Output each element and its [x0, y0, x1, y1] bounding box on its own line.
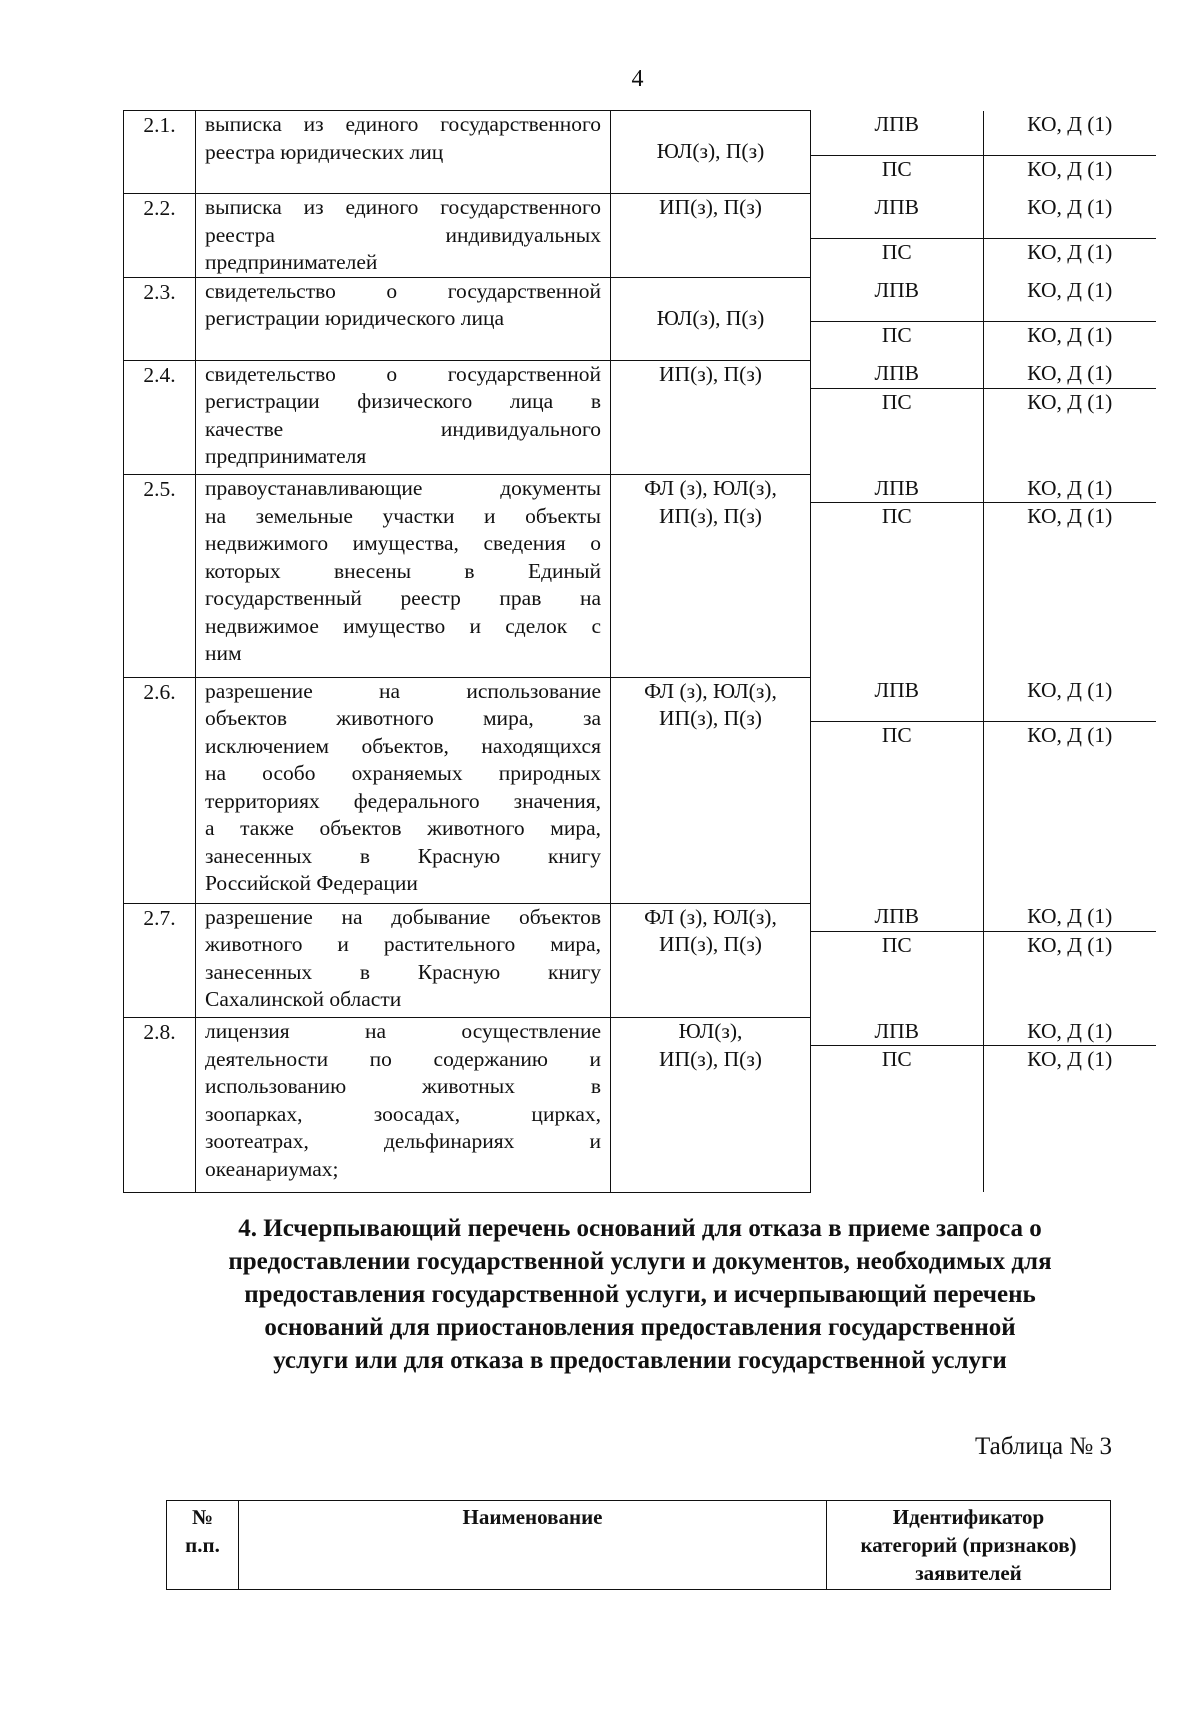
- submission-method: ПС: [811, 322, 983, 361]
- table-row: [124, 1018, 1156, 1193]
- submission-way-row: [811, 360, 1156, 388]
- document-name-line: на особо охраняемых природных: [205, 761, 601, 785]
- document-name-line: зоопарках, зоосадах, цирках,: [205, 1101, 601, 1126]
- applicant-categories-line: ЮЛ(з), П(з): [656, 305, 765, 330]
- document-name-line: свидетельство о государственной: [205, 361, 601, 386]
- submission-ways: [811, 677, 1156, 903]
- document-name-line: качестве индивидуального: [205, 416, 601, 441]
- submission-format: КО, Д (1): [983, 503, 1156, 678]
- submission-way-row: [811, 722, 1156, 904]
- row-number: 2.8.: [124, 1018, 196, 1193]
- submission-way-row: [811, 903, 1156, 931]
- applicant-categories-line: ФЛ (з), ЮЛ(з),: [644, 904, 777, 929]
- document-name: [196, 360, 611, 475]
- submission-ways: [811, 903, 1156, 1018]
- applicant-categories-line: ЮЛ(з), П(з): [656, 139, 765, 164]
- applicant-categories: [611, 903, 811, 1018]
- heading-line: предоставлении государственной услуги и документов, необходимых для: [228, 1248, 1052, 1275]
- page-number: 4: [631, 66, 644, 92]
- row-number: 2.1.: [124, 111, 196, 194]
- document-name-line: деятельности по содержанию и: [205, 1046, 601, 1071]
- submission-method: ПС: [811, 503, 983, 678]
- document-name: [196, 111, 611, 194]
- document-name-line: использованию животных в: [205, 1074, 601, 1098]
- applicant-categories-line: ИП(з), П(з): [659, 932, 762, 956]
- submission-format: КО, Д (1): [1027, 904, 1113, 928]
- row-number: 2.4.: [124, 360, 196, 475]
- document-name-line: разрешение на добывание объектов: [205, 904, 601, 929]
- heading-line: предоставления государственной услуги, и исчерпывающий перечень: [244, 1281, 1036, 1308]
- document-name-line: государственный реестр прав на: [205, 586, 601, 610]
- submission-format: КО, Д (1): [983, 1046, 1156, 1193]
- documents-table: [123, 110, 1156, 1193]
- document-name-line: животного и растительного мира,: [205, 932, 601, 956]
- document-name-line: выписка из единого государственного: [205, 112, 601, 136]
- applicant-categories: [611, 111, 811, 194]
- submission-way-row: [811, 238, 1156, 277]
- submission-format: КО, Д (1): [1027, 111, 1113, 136]
- submission-way-row: [811, 475, 1156, 503]
- document-name-line: исключением объектов, находящихся: [205, 733, 601, 758]
- table-row: [124, 475, 1156, 678]
- document-name: [196, 1018, 611, 1193]
- table-row: [124, 360, 1156, 475]
- applicant-categories-line: ЮЛ(з),: [678, 1019, 743, 1043]
- row-number: 2.7.: [124, 903, 196, 1018]
- applicant-categories-line: ФЛ (з), ЮЛ(з),: [644, 476, 777, 500]
- table-row: [124, 194, 1156, 278]
- document-name-line: лицензия на осуществление: [205, 1019, 601, 1043]
- submission-method: ПС: [811, 931, 983, 1018]
- submission-method: ЛПВ: [811, 475, 983, 503]
- row-number: 2.5.: [124, 475, 196, 678]
- submission-way-row: [811, 1018, 1156, 1046]
- document-name: [196, 677, 611, 903]
- document-name-line: на земельные участки и объекты: [205, 503, 601, 528]
- document-name-line: Российской Федерации: [205, 871, 418, 895]
- applicant-categories-line: ИП(з), П(з): [659, 195, 762, 219]
- submission-method: ПС: [811, 155, 983, 194]
- document-name: [196, 277, 611, 360]
- table-row: [124, 277, 1156, 360]
- table-row: [124, 677, 1156, 903]
- submission-method: ЛПВ: [811, 1018, 983, 1046]
- document-name: [196, 903, 611, 1018]
- heading-line: 4. Исчерпывающий перечень оснований для отказа в приеме запроса о: [238, 1215, 1042, 1242]
- submission-format: КО, Д (1): [983, 931, 1156, 1018]
- submission-way-row: [811, 322, 1156, 361]
- heading-line: услуги или для отказа в предоставлении государственной услуги: [273, 1347, 1007, 1374]
- row-number: 2.6.: [124, 677, 196, 903]
- document-name: [196, 194, 611, 278]
- document-name-line: предпринимателя: [205, 444, 367, 468]
- document-name-line: занесенных в Красную книгу: [205, 843, 601, 868]
- header-name: Наименование: [239, 1501, 827, 1590]
- document-name-line: океанариумах;: [205, 1156, 339, 1181]
- submission-format: КО, Д (1): [1027, 194, 1113, 219]
- document-name-line: правоустанавливающие документы: [205, 476, 601, 500]
- refusal-grounds-table: [166, 1500, 1111, 1590]
- document-name-line: предпринимателей: [205, 250, 378, 274]
- submission-format: КО, Д (1): [1027, 278, 1113, 302]
- table-row: [124, 111, 1156, 194]
- applicant-categories: [611, 475, 811, 678]
- applicant-categories: [611, 277, 811, 360]
- submission-way-row: [811, 503, 1156, 678]
- applicant-categories: [611, 1018, 811, 1193]
- document-name-line: занесенных в Красную книгу: [205, 959, 601, 984]
- submission-way-row: [811, 277, 1156, 322]
- document-name-line: а также объектов животного мира,: [205, 816, 601, 840]
- submission-ways: [811, 1018, 1156, 1193]
- document-name-line: выписка из единого государственного: [205, 195, 601, 219]
- submission-format: КО, Д (1): [983, 722, 1156, 904]
- submission-way-row: [811, 677, 1156, 722]
- applicant-categories-line: ИП(з), П(з): [659, 706, 762, 730]
- submission-format: КО, Д (1): [1027, 678, 1113, 702]
- document-name-line: недвижимого имущества, сведения о: [205, 531, 601, 555]
- submission-ways: [811, 475, 1156, 678]
- submission-method: ЛПВ: [811, 903, 983, 931]
- submission-format: КО, Д (1): [983, 155, 1156, 194]
- table-row: [124, 903, 1156, 1018]
- submission-method: ПС: [811, 1046, 983, 1193]
- submission-ways: [811, 360, 1156, 475]
- applicant-categories: [611, 360, 811, 475]
- document-name-line: реестра индивидуальных: [205, 222, 601, 247]
- document-name-line: территориях федерального значения,: [205, 788, 601, 813]
- table-caption: Таблица № 3: [974, 1433, 1112, 1460]
- document-name-line: недвижимое имущество и сделок с: [205, 613, 601, 638]
- document-name: [196, 475, 611, 678]
- document-name-line: свидетельство о государственной: [205, 278, 601, 303]
- document-name-line: регистрации юридического лица: [205, 306, 504, 330]
- section-4-heading: [120, 1212, 1160, 1377]
- submission-method: ПС: [811, 238, 983, 277]
- submission-format: КО, Д (1): [1027, 475, 1113, 500]
- submission-way-row: [811, 194, 1156, 239]
- applicant-categories-line: ИП(з), П(з): [659, 361, 762, 386]
- submission-ways: [811, 277, 1156, 360]
- submission-ways: [811, 194, 1156, 278]
- submission-method: ЛПВ: [811, 111, 983, 156]
- document-name-line: разрешение на использование: [205, 678, 601, 703]
- submission-method: ЛПВ: [811, 360, 983, 388]
- submission-way-row: [811, 111, 1156, 156]
- document-name-line: ним: [205, 641, 242, 665]
- header-num: № п.п.: [167, 1501, 239, 1590]
- submission-method: ПС: [811, 722, 983, 904]
- document-name-line: Сахалинской области: [205, 987, 402, 1011]
- document-name-line: реестра юридических лиц: [205, 139, 444, 164]
- applicant-categories-line: ФЛ (з), ЮЛ(з),: [644, 678, 777, 703]
- table-header-row: [167, 1501, 1111, 1590]
- submission-way-row: [811, 388, 1156, 475]
- row-number: 2.2.: [124, 194, 196, 278]
- submission-ways: [811, 111, 1156, 194]
- document-name-line: объектов животного мира, за: [205, 706, 601, 730]
- document-name-line: регистрации физического лица в: [205, 389, 601, 413]
- applicant-categories: [611, 677, 811, 903]
- submission-format: КО, Д (1): [983, 322, 1156, 361]
- document-name-line: которых внесены в Единый: [205, 558, 601, 583]
- submission-way-row: [811, 931, 1156, 1018]
- header-identifier: Идентификатор категорий (признаков) заявителей: [827, 1501, 1111, 1590]
- submission-method: ЛПВ: [811, 194, 983, 239]
- submission-format: КО, Д (1): [983, 388, 1156, 475]
- heading-line: оснований для приостановления предоставления государственной: [264, 1314, 1016, 1341]
- submission-method: ПС: [811, 388, 983, 475]
- submission-format: КО, Д (1): [1027, 361, 1113, 385]
- document-name-line: зоотеатрах, дельфинариях и: [205, 1129, 601, 1153]
- submission-way-row: [811, 155, 1156, 194]
- row-number: 2.3.: [124, 277, 196, 360]
- applicant-categories: [611, 194, 811, 278]
- applicant-categories-line: ИП(з), П(з): [659, 1046, 762, 1071]
- submission-format: КО, Д (1): [1027, 1018, 1113, 1043]
- submission-method: ЛПВ: [811, 277, 983, 322]
- applicant-categories-line: ИП(з), П(з): [659, 503, 762, 528]
- submission-format: КО, Д (1): [983, 238, 1156, 277]
- submission-method: ЛПВ: [811, 677, 983, 722]
- submission-way-row: [811, 1046, 1156, 1193]
